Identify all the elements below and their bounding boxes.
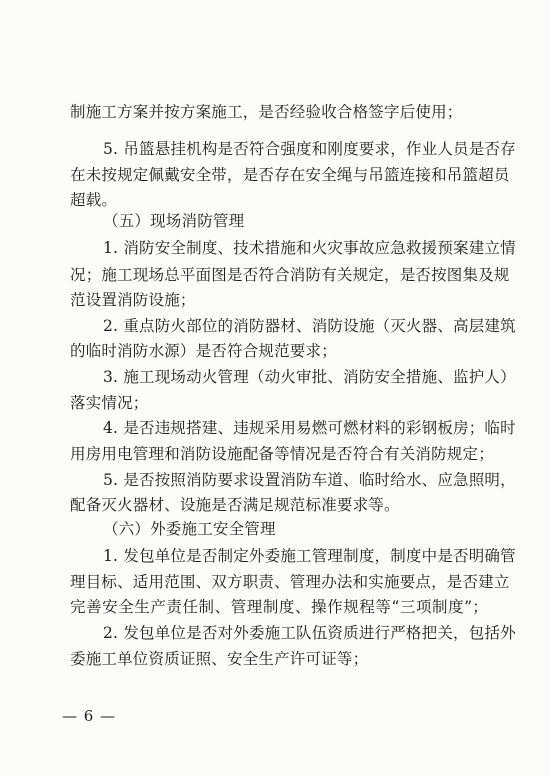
text-line: 委施工单位资质证照、安全生产许可证等； <box>70 650 369 668</box>
text-line: 制施工方案并按方案施工，是否经验收合格签字后使用； <box>70 103 463 121</box>
text-line: 2. 重点防火部位的消防器材、消防设施（灭火器、高层建筑 <box>103 317 516 335</box>
text-line: 配备灭火器材、设施是否满足规范标准要求等。 <box>70 496 400 514</box>
page-number: — 6 — <box>62 707 117 725</box>
text-line: 3. 施工现场动火管理（动火审批、消防安全措施、监护人） <box>103 368 516 386</box>
text-line: 1. 发包单位是否制定外委施工管理制度，制度中是否明确管 <box>103 547 516 565</box>
text-line: 超载。 <box>70 191 118 209</box>
text-line: 理目标、适用范围、双方职责、管理办法和实施要点，是否建立 <box>70 573 510 591</box>
text-line: 完善安全生产责任制、管理制度、操作规程等“三项制度”； <box>70 598 488 616</box>
text-line: 4. 是否违规搭建、违规采用易燃可燃材料的彩钢板房；临时 <box>103 419 516 437</box>
text-line: 5. 吊篮悬挂机构是否符合强度和刚度要求，作业人员是否存 <box>103 140 516 158</box>
text-line: 的临时消防水源）是否符合规范要求； <box>70 342 337 360</box>
text-line: 5. 是否按照消防要求设置消防车道、临时给水、应急照明， <box>103 471 516 489</box>
text-line: 在未按规定佩戴安全带，是否存在安全绳与吊篮连接和吊篮超员 <box>70 166 510 184</box>
text-line: 1. 消防安全制度、技术措施和火灾事故应急救援预案建立情 <box>103 239 516 257</box>
text-line: 况；施工现场总平面图是否符合消防有关规定，是否按图集及规 <box>70 266 510 284</box>
section-heading: （六）外委施工安全管理 <box>103 520 276 538</box>
text-line: 落实情况； <box>70 394 149 412</box>
text-line: 范设置消防设施； <box>70 291 196 309</box>
text-line: 2. 发包单位是否对外委施工队伍资质进行严格把关，包括外 <box>103 624 516 642</box>
text-line: 用房用电管理和消防设施配备等情况是否符合有关消防规定； <box>70 445 494 463</box>
section-heading: （五）现场消防管理 <box>103 212 245 230</box>
